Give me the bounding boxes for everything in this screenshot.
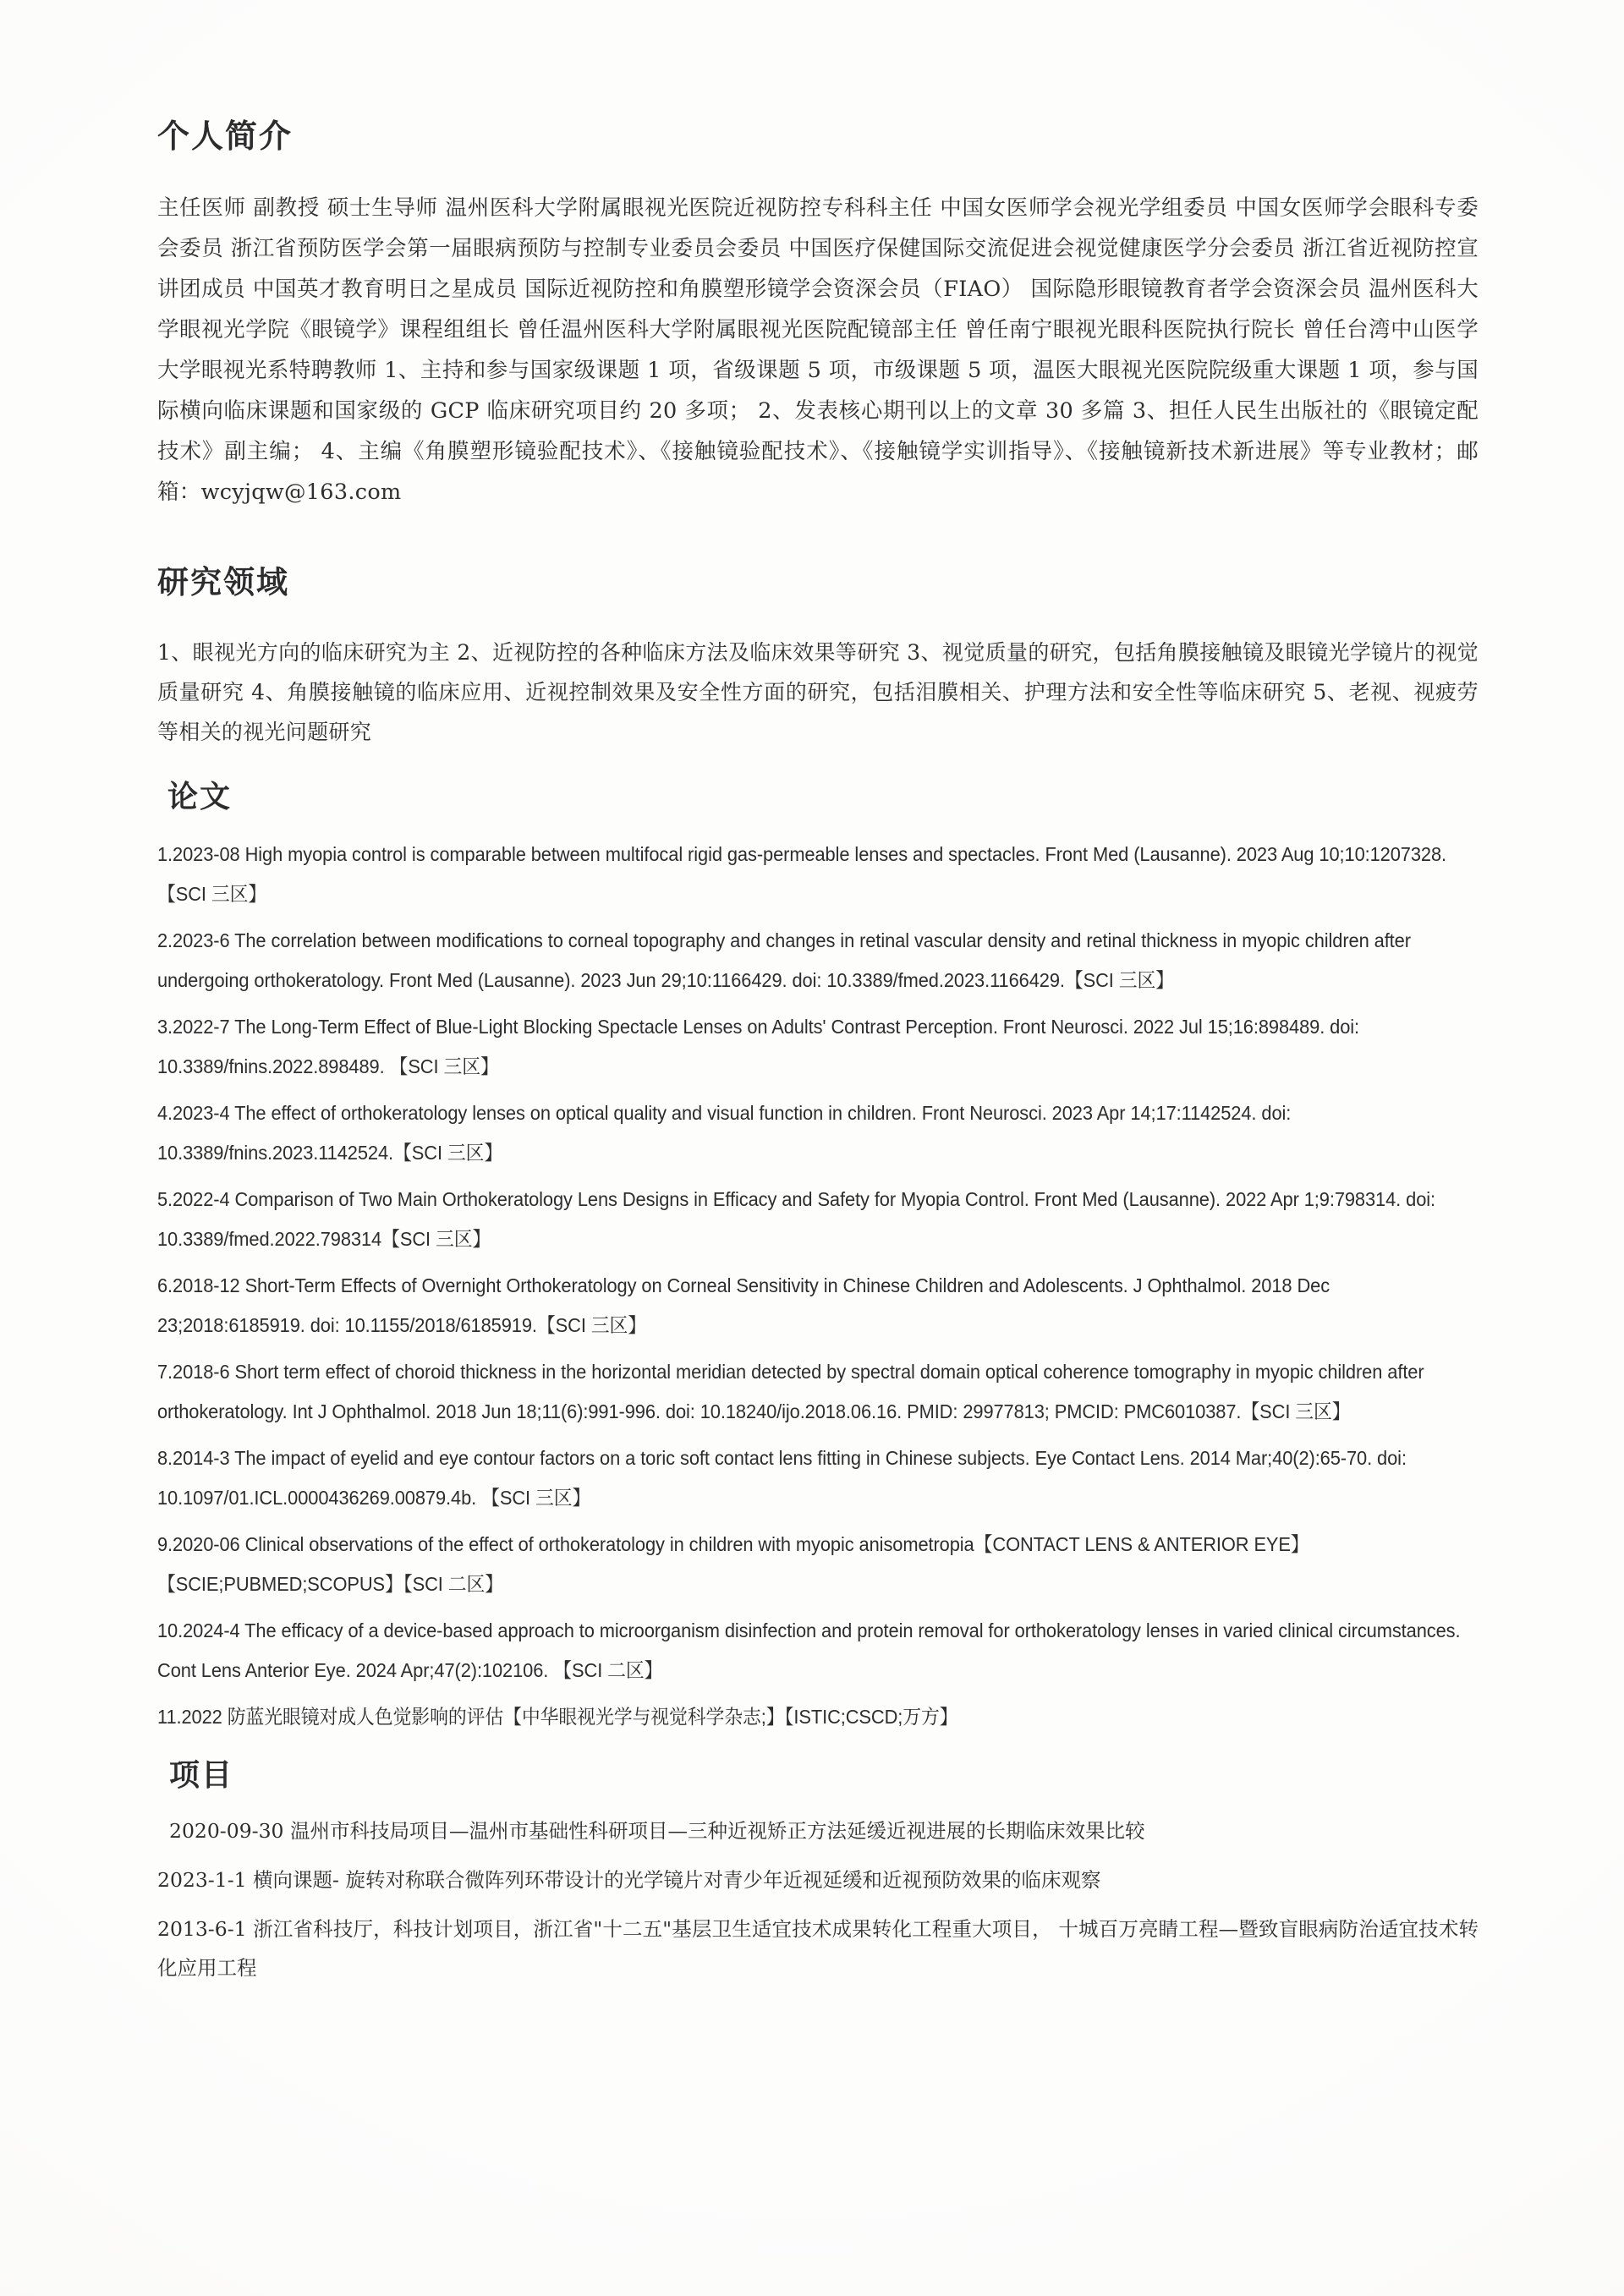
- project-item: 2020-09-30 温州市科技局项目—温州市基础性科研项目—三种近视矫正方法延缓近视进展的长期临床效果比较: [169, 1818, 1145, 1843]
- paper-item: 3.2022-7 The Long-Term Effect of Blue-Light Blocking Spectacle Lenses on Adults' Contrast Perception. Front Neurosci. 2022 Jul 15;16:898489. doi: 10.3389/fnins.2022.898489. 【SCI 三区】: [157, 1016, 1360, 1078]
- section-heading-papers: 论文: [167, 779, 233, 815]
- section-heading-profile: 个人简介: [157, 117, 294, 155]
- paper-item: 7.2018-6 Short term effect of choroid thickness in the horizontal meridian detected by spectral domain optical coherence tomography in myopic children after orthokeratology. Int J Ophthalmol. 2018 Jun 18;11(6):991-996. doi: 10.18240/ijo.2018.06.16. PMID: 29977813; PMCID: PMC6010387.【SCI 三区】: [157, 1361, 1424, 1423]
- paper-item: 2.2023-6 The correlation between modifications to corneal topography and changes in retinal vascular density and retinal thickness in myopic children after undergoing orthokeratology. Front Med (Lausanne). 2023 Jun 29;10:1166429. doi: 10.3389/fmed.2023.1166429.【SCI 三区】: [157, 929, 1411, 992]
- paper-item: 11.2022 防蓝光眼镜对成人色觉影响的评估【中华眼视光学与视觉科学杂志;】【ISTIC;CSCD;万方】: [157, 1706, 958, 1729]
- project-item: 2013-6-1 浙江省科技厅，科技计划项目，浙江省"十二五"基层卫生适宜技术成果转化工程重大项目， 十城百万亮睛工程—暨致盲眼病防治适宜技术转化应用工程: [157, 1916, 1479, 1980]
- document-content: [157, 118, 1479, 1997]
- paper-item: 4.2023-4 The effect of orthokeratology lenses on optical quality and visual function in children. Front Neurosci. 2023 Apr 14;17:1142524. doi: 10.3389/fnins.2023.1142524.【SCI 三区】: [157, 1102, 1292, 1164]
- profile-body-text: 主任医师 副教授 硕士生导师 温州医科大学附属眼视光医院近视防控专科科主任 中国女医师学会视光学组委员 中国女医师学会眼科专委会委员 浙江省预防医学会第一届眼病预防与控制专业委员会委员 中国医疗保健国际交流促进会视觉健康医学分会委员 浙江省近视防控宣讲团成员 中国英才教育明日之星成员 国际近视防控和角膜塑形镜学会资深会员（FIAO） 国际隐形眼镜教育者学会资深会员 温州医科大学眼视光学院《眼镜学》课程组组长 曾任温州医科大学附属眼视光医院配镜部主任 曾任南宁眼视光眼科医院执行院长 曾任台湾中山医学大学眼视光系特聘教师 1、主持和参与国家级课题 1 项，省级课题 5 项，市级课题 5 项，温医大眼视光医院院级重大课题 1 项，参与国际横向临床课题和国家级的 GCP 临床研究项目约 20 多项； 2、发表核心期刊以上的文章 30 多篇 3、担任人民生出版社的《眼镜定配技术》副主编； 4、主编《角膜塑形镜验配技术》、《接触镜验配技术》、《接触镜学实训指导》、《接触镜新技术新进展》等专业教材；邮箱：wcyjqw@163.com: [157, 195, 1479, 505]
- research-body-text: 1、眼视光方向的临床研究为主 2、近视防控的各种临床方法及临床效果等研究 3、视觉质量的研究，包括角膜接触镜及眼镜光学镜片的视觉质量研究 4、角膜接触镜的临床应用、近视控制效果及安全性方面的研究，包括泪膜相关、护理方法和安全性等临床研究 5、老视、视疲劳等相关的视光问题研究: [157, 640, 1479, 745]
- project-item: 2023-1-1 横向课题- 旋转对称联合微阵列环带设计的光学镜片对青少年近视延缓和近视预防效果的临床观察: [157, 1867, 1101, 1892]
- paper-item: 1.2023-08 High myopia control is comparable between multifocal rigid gas-permeable lenses and spectacles. Front Med (Lausanne). 2023 Aug 10;10:1207328.【SCI 三区】: [157, 843, 1447, 906]
- paper-item: 8.2014-3 The impact of eyelid and eye contour factors on a toric soft contact lens fitting in Chinese subjects. Eye Contact Lens. 2014 Mar;40(2):65-70. doi: 10.1097/01.ICL.0000436269.00879.4b. 【SCI 三区】: [157, 1447, 1407, 1510]
- paper-list: [157, 835, 1479, 1737]
- paper-item: 6.2018-12 Short-Term Effects of Overnight Orthokeratology on Corneal Sensitivity in Chinese Children and Adolescents. J Ophthalmol. 2018 Dec 23;2018:6185919. doi: 10.1155/2018/6185919.【SCI 三区】: [157, 1274, 1330, 1337]
- paper-item: 10.2024-4 The efficacy of a device-based approach to microorganism disinfection and protein removal for orthokeratology lenses in varied clinical circumstances. Cont Lens Anterior Eye. 2024 Apr;47(2):102106. 【SCI 二区】: [157, 1619, 1461, 1682]
- section-heading-projects: 项目: [169, 1757, 234, 1794]
- paper-item: 9.2020-06 Clinical observations of the effect of orthokeratology in children with myopic anisometropia【CONTACT LENS & ANTERIOR EYE】【SCIE;PUBMED;SCOPUS】【SCI 二区】: [157, 1533, 1309, 1596]
- section-heading-research: 研究领域: [157, 562, 289, 600]
- paper-item: 5.2022-4 Comparison of Two Main Orthokeratology Lens Designs in Efficacy and Safety for Myopia Control. Front Med (Lausanne). 2022 Apr 1;9:798314. doi: 10.3389/fmed.2022.798314【SCI 三区】: [157, 1188, 1436, 1251]
- project-list: [157, 1811, 1479, 1987]
